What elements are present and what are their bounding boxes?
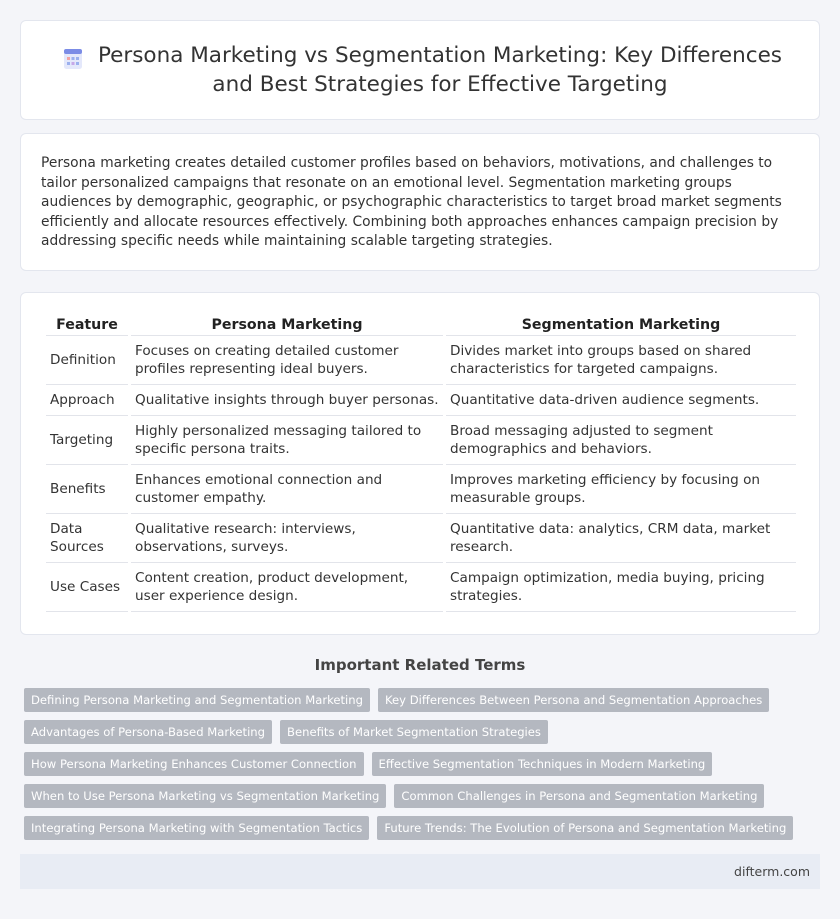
intro-card [20, 133, 820, 271]
footer-site-link[interactable]: difterm.com [734, 864, 810, 879]
column-header-feature: Feature [46, 313, 128, 336]
column-header-segmentation: Segmentation Marketing [446, 313, 796, 336]
related-term-link[interactable]: Defining Persona Marketing and Segmentation Marketing [24, 688, 370, 712]
table-row [46, 465, 796, 514]
table-cell: Highly personalized messaging tailored to specific persona traits. [131, 416, 443, 465]
related-term-link[interactable]: When to Use Persona Marketing vs Segmentation Marketing [24, 784, 386, 808]
related-terms-title: Important Related Terms [314, 656, 526, 674]
table-cell: Improves marketing efficiency by focusing on measurable groups. [446, 465, 796, 514]
table-cell: Qualitative insights through buyer personas. [131, 385, 443, 416]
table-row [46, 385, 796, 416]
related-terms-list [24, 688, 820, 848]
table-cell: Focuses on creating detailed customer profiles representing ideal buyers. [131, 336, 443, 385]
related-term-link[interactable]: Effective Segmentation Techniques in Modern Marketing [372, 752, 713, 776]
table-cell: Enhances emotional connection and customer empathy. [131, 465, 443, 514]
table-row [46, 336, 796, 385]
footer [20, 854, 820, 889]
table-cell: Broad messaging adjusted to segment demographics and behaviors. [446, 416, 796, 465]
table-row [46, 563, 796, 612]
comparison-table [43, 313, 799, 612]
intro-paragraph: Persona marketing creates detailed customer profiles based on behaviors, motivations, and challenges to tailor personalized campaigns that resonate on an emotional level. Segmentation marketing groups audiences by demographic, geographic, or psychographic characteristics to target broad market segments efficiently and allocate resources effectively. Combining both approaches enhances campaign precision by addressing specific needs while maintaining scalable targeting strategies. [41, 155, 782, 249]
table-cell: Content creation, product development, user experience design. [131, 563, 443, 612]
table-header-row [46, 313, 796, 336]
table-cell: Benefits [46, 465, 128, 514]
page-title: Persona Marketing vs Segmentation Marketing: Key Differences and Best Strategies for Effective Targeting [97, 43, 783, 97]
comparison-table-card [20, 292, 820, 635]
table-cell: Targeting [46, 416, 128, 465]
related-term-link[interactable]: Common Challenges in Persona and Segmentation Marketing [394, 784, 764, 808]
table-cell: Qualitative research: interviews, observations, surveys. [131, 514, 443, 563]
table-row [46, 416, 796, 465]
related-term-link[interactable]: Key Differences Between Persona and Segmentation Approaches [378, 688, 769, 712]
table-cell: Data Sources [46, 514, 128, 563]
table-cell: Quantitative data-driven audience segments. [446, 385, 796, 416]
related-term-link[interactable]: Future Trends: The Evolution of Persona and Segmentation Marketing [377, 816, 793, 840]
header-card [20, 20, 820, 120]
related-term-link[interactable]: Integrating Persona Marketing with Segmentation Tactics [24, 816, 369, 840]
table-cell: Use Cases [46, 563, 128, 612]
related-term-link[interactable]: Benefits of Market Segmentation Strategies [280, 720, 548, 744]
table-cell: Campaign optimization, media buying, pricing strategies. [446, 563, 796, 612]
table-cell: Approach [46, 385, 128, 416]
column-header-persona: Persona Marketing [131, 313, 443, 336]
table-cell: Definition [46, 336, 128, 385]
table-cell: Divides market into groups based on shared characteristics for targeted campaigns. [446, 336, 796, 385]
table-cell: Quantitative data: analytics, CRM data, market research. [446, 514, 796, 563]
related-term-link[interactable]: How Persona Marketing Enhances Customer Connection [24, 752, 364, 776]
related-term-link[interactable]: Advantages of Persona-Based Marketing [24, 720, 272, 744]
table-row [46, 514, 796, 563]
